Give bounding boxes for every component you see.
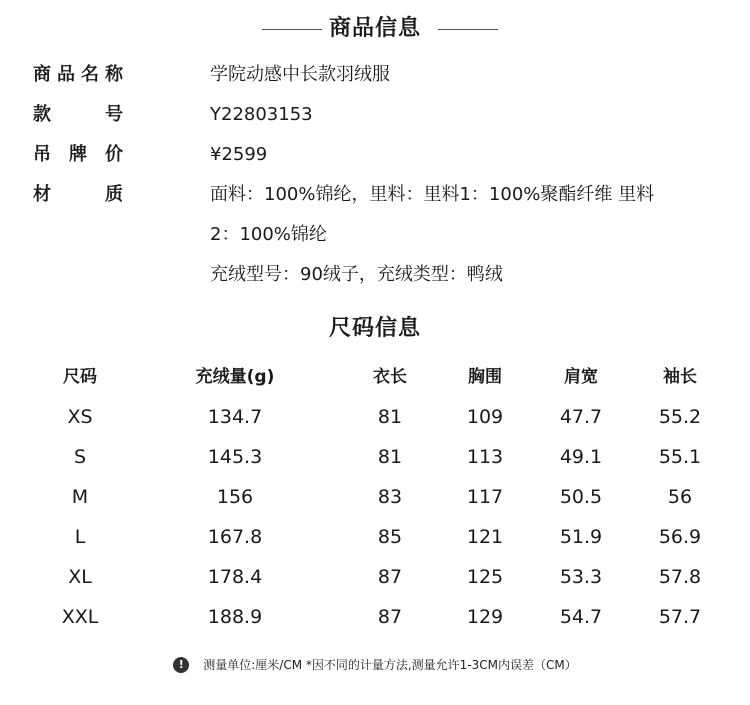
table-cell: 47.7	[559, 406, 603, 428]
table-cell: XL	[68, 566, 92, 588]
table-row	[0, 517, 750, 557]
table-cell: 113	[466, 446, 504, 468]
column-header: 肩宽	[564, 367, 598, 387]
column-header: 充绒量(g)	[195, 367, 275, 387]
info-value: 充绒型号：90绒子，充绒类型：鸭绒	[210, 264, 503, 285]
info-label-char: 吊	[33, 144, 51, 165]
table-cell: 117	[466, 486, 504, 508]
column-header: 胸围	[468, 367, 502, 387]
info-row	[0, 95, 750, 135]
table-cell: 51.9	[559, 526, 603, 548]
table-cell: L	[74, 526, 86, 548]
info-value: 学院动感中长款羽绒服	[210, 64, 390, 85]
header-rule-left	[262, 29, 322, 30]
table-cell: 87	[377, 566, 403, 588]
table-header-row	[0, 357, 750, 397]
column-header: 尺码	[63, 367, 97, 387]
info-label-char: 商	[33, 64, 51, 85]
info-value: ¥2599	[210, 144, 268, 165]
table-cell: 156	[216, 486, 254, 508]
info-label-char: 名	[81, 64, 99, 85]
table-row	[0, 597, 750, 637]
info-row	[0, 255, 750, 295]
info-row	[0, 175, 750, 215]
product-info-header	[0, 12, 750, 46]
table-cell: 81	[377, 406, 403, 428]
info-row	[0, 135, 750, 175]
table-cell: 53.3	[559, 566, 603, 588]
info-row	[0, 215, 750, 255]
size-info-title: 尺码信息	[328, 316, 421, 341]
table-cell: M	[71, 486, 89, 508]
table-cell: 55.2	[658, 406, 702, 428]
info-row	[0, 55, 750, 95]
info-label-char: 款	[33, 104, 51, 125]
table-cell: 55.1	[658, 446, 702, 468]
column-header: 袖长	[663, 367, 697, 387]
column-header: 衣长	[373, 367, 407, 387]
table-cell: 56	[667, 486, 693, 508]
table-cell: 57.7	[658, 606, 702, 628]
table-cell: 50.5	[559, 486, 603, 508]
info-label	[33, 135, 123, 175]
header-rule-right	[438, 29, 498, 30]
info-label-char: 品	[57, 64, 75, 85]
size-info-header	[0, 312, 750, 346]
table-row	[0, 557, 750, 597]
exclamation-icon: !	[173, 657, 189, 673]
info-value: 2：100%锦纶	[210, 224, 327, 245]
note-text: 测量单位:厘米/CM *因不同的计量方法,测量允许1-3CM内误差（CM）	[203, 658, 577, 672]
info-label-char: 价	[105, 144, 123, 165]
table-cell: 178.4	[207, 566, 263, 588]
table-cell: 188.9	[207, 606, 263, 628]
table-row	[0, 437, 750, 477]
info-label-char: 材	[33, 184, 51, 205]
info-label	[33, 55, 123, 95]
measurement-note	[0, 654, 750, 676]
info-label-char: 牌	[69, 144, 87, 165]
info-label	[33, 95, 123, 135]
table-row	[0, 477, 750, 517]
table-cell: 121	[466, 526, 504, 548]
table-cell: 134.7	[207, 406, 263, 428]
table-cell: XS	[67, 406, 93, 428]
table-cell: 49.1	[559, 446, 603, 468]
info-label	[33, 175, 123, 215]
info-label-char: 号	[105, 104, 123, 125]
table-cell: 57.8	[658, 566, 702, 588]
table-cell: XXL	[61, 606, 99, 628]
table-cell: 109	[466, 406, 504, 428]
table-cell: 83	[377, 486, 403, 508]
table-cell: 87	[377, 606, 403, 628]
table-cell: 56.9	[658, 526, 702, 548]
table-cell: S	[73, 446, 87, 468]
info-value: Y22803153	[210, 104, 313, 125]
info-value: 面料：100%锦纶，里料：里料1：100%聚酯纤维 里料	[210, 184, 655, 205]
table-cell: 85	[377, 526, 403, 548]
table-cell: 167.8	[207, 526, 263, 548]
table-cell: 129	[466, 606, 504, 628]
table-cell: 81	[377, 446, 403, 468]
info-label-char: 质	[105, 184, 123, 205]
table-row	[0, 397, 750, 437]
table-cell: 125	[466, 566, 504, 588]
product-info-title: 商品信息	[328, 16, 421, 41]
table-cell: 145.3	[207, 446, 263, 468]
info-label-char: 称	[105, 64, 123, 85]
table-cell: 54.7	[559, 606, 603, 628]
